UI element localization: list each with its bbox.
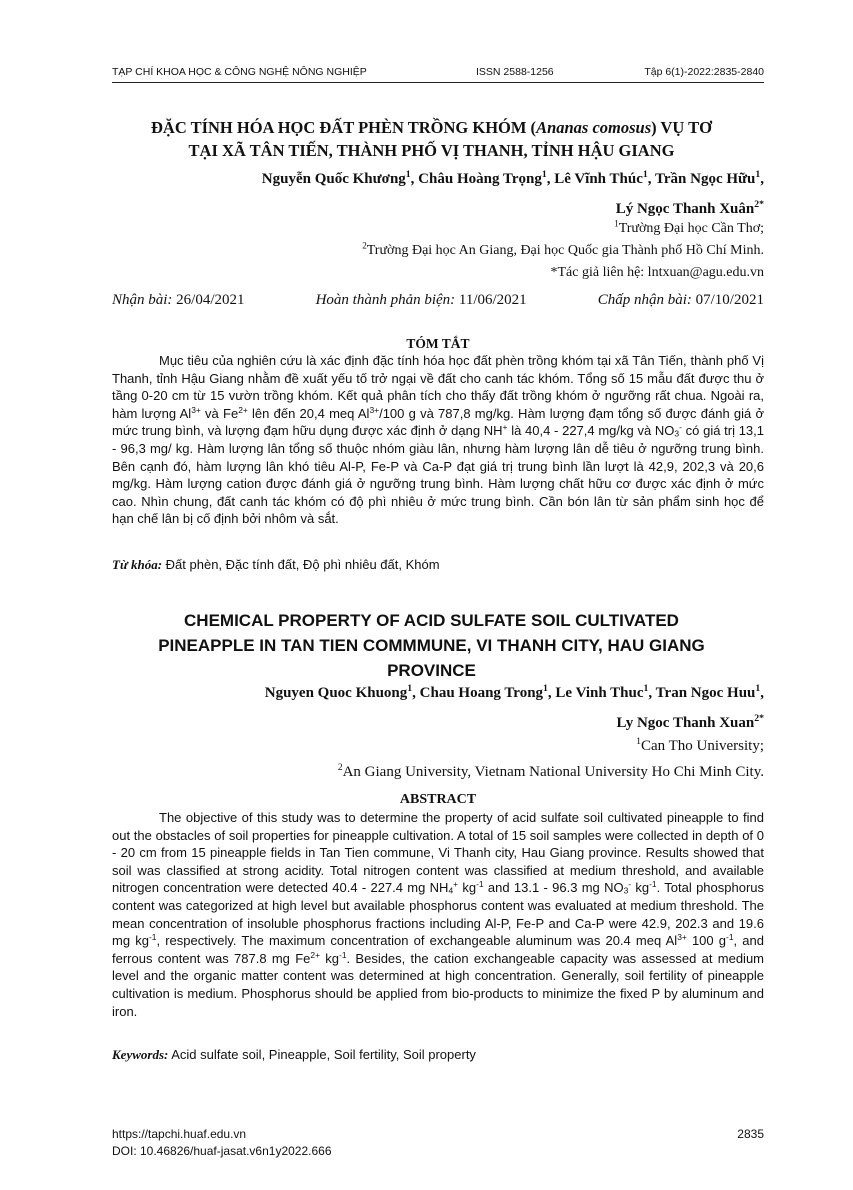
species-name: Ananas comosus (536, 118, 652, 137)
affiliation-1-en: $^1$Can Tho University; (636, 736, 764, 754)
author: Tran Ngoc Huu (655, 685, 756, 701)
affiliation-2: $^2$Trường Đại học An Giang, Đại học Quốc gia Thành phố Hồ Chí Minh. (362, 240, 764, 258)
journal-name: TẠP CHÍ KHOA HỌC & CÔNG NGHỆ NÔNG NGHIỆP (112, 66, 367, 78)
author: Lê Vĩnh Thúc (554, 171, 643, 187)
corresponding-author: *Tác giả liên hệ: lntxuan@agu.edu.vn (550, 265, 764, 280)
title-english: CHEMICAL PROPERTY OF ACID SULFATE SOIL CULTIVATED PINEAPPLE IN TAN TIEN COMMMUNE, VI THANH CITY, HAU GIANG PROVINCE (158, 611, 705, 680)
author: Nguyễn Quốc Khương (261, 171, 406, 187)
keywords-vi: Từ khóa: Đất phèn, Đặc tính đất, Độ phì nhiêu đất, Khóm (112, 557, 440, 572)
abstract-heading-vi: TÓM TẮT (406, 336, 470, 351)
page-number: 2835 (737, 1127, 764, 1141)
running-header (112, 66, 764, 83)
journal-url[interactable]: https://tapchi.huaf.edu.vn (112, 1127, 247, 1141)
author: Nguyen Quoc Khuong (264, 685, 408, 701)
article-dates (112, 292, 764, 309)
abstract-heading-en: ABSTRACT (399, 792, 477, 807)
author: Chau Hoang Trong (419, 685, 544, 701)
authors-english: Nguyen Quoc Khuong$^1$, Chau Hoang Trong$^1$, Le Vinh Thuc$^1$, Tran Ngoc Huu$^1$, Ly Ngoc Thanh Xuan$^{2*}$ (264, 683, 764, 731)
author: Le Vinh Thuc (555, 685, 644, 701)
volume-pages: Tập 6(1)-2022:2835-2840 (644, 66, 764, 78)
author: Trần Ngọc Hữu (654, 171, 756, 187)
affiliation-2-en: $^2$An Giang University, Vietnam National University Ho Chi Minh City. (337, 762, 764, 780)
received-date: Nhận bài: 26/04/2021 (112, 292, 245, 308)
doi[interactable]: DOI: 10.46826/huaf-jasat.v6n1y2022.666 (112, 1144, 332, 1158)
authors-vietnamese: Nguyễn Quốc Khương$^1$, Châu Hoàng Trọng$^1$, Lê Vĩnh Thúc$^1$, Trần Ngọc Hữu$^1$, Lý Ngọc Thanh Xuân$^{2*}$ (261, 169, 764, 217)
author: Ly Ngoc Thanh Xuan (616, 715, 755, 731)
page-footer (112, 1126, 764, 1160)
author: Lý Ngọc Thanh Xuân (615, 201, 755, 217)
keywords-en: Keywords: Acid sulfate soil, Pineapple, Soil fertility, Soil property (112, 1047, 476, 1062)
accepted-date: Chấp nhận bài: 07/10/2021 (597, 292, 764, 308)
title-vietnamese: ĐẶC TÍNH HÓA HỌC ĐẤT PHÈN TRỒNG KHÓM (Ananas comosus) VỤ TƠ TẠI XÃ TÂN TIẾN, THÀNH PHỐ VỊ THANH, TỈNH HẬU GIANG (151, 118, 712, 160)
issn: ISSN 2588-1256 (476, 66, 554, 78)
abstract-vietnamese: Mục tiêu của nghiên cứu là xác định đặc tính hóa học đất phèn trồng khóm tại xã Tân Tiến, thành phố Vị Thanh, tỉnh Hậu Giang nhằm đề xuất yếu tố trở ngại về đất cho canh tác khóm. Tổng số 15 mẫu đất được thu ở tầng 0-20 cm từ 15 vườn trồng khóm. Kết quả phân tích cho thấy đất trồng khóm ở ngưỡng rất chua. Ngoài ra, hàm lượng $Al^{3+}$ và $Fe^{2+}$ lên đến 20,4 meq $Al^{3+}/100$ g và 787,8 mg/kg. Hàm lượng đạm tổng số được đánh giá ở mức trung bình, và lượng đạm hữu dụng được xác định ở dạng NH+ là 40,4 - 227,4 mg/kg và $NO_3^-$ có giá trị 13,1 - 96,3 mg/ kg. Hàm lượng lân tổng số thuộc nhóm giàu lân, nhưng hàm lượng lân dễ tiêu ở ngưỡng trung bình. Bên cạnh đó, hàm lượng lân khó tiêu Al-P, Fe-P và Ca-P đạt giá trị trung bình lần lượt là 42,9, 202,3 và 20,6 mg/kg. Hàm lượng cation được đánh giá ở ngưỡng trung bình. Hàm lượng chất hữu cơ được xác định ở mức cao. Nhìn chung, đất canh tác khóm có độ phì nhiêu ở mức trung bình. Cần bón lân từ sản phẩm sinh học để hạn chế lân bị cố định bởi nhôm và sắt. (112, 353, 765, 527)
abstract-english: The objective of this study was to determine the property of acid sulfate soil cultivated pineapple to find out the obstacles of soil properties for pineapple cultivation. A total of 15 soil samples were collected in depth of 0 - 20 cm from 15 pineapple fields in Tan Tien commune, Vi Thanh city, Hau Giang province. Results showed that soil was classified at strong acidity. Total nitrogen content was classified at medium threshold, and available nitrogen concentration were detected 40.4 - 227.4 mg $NH_4^+$ $kg^{-1}$ and 13.1 - 96.3 mg $NO_3^-$ $kg^{-1}$. Total phosphorus content was categorized at high level but available phosphorus content was evaluated at medium threshold. The mean concentration of insoluble phosphorus fractions including Al-P, Fe-P and Ca-P were 42.9, 202.3 and 19.6 mg $kg^{-1}$, respectively. The maximum concentration of exchangeable aluminum was 20.4 meq $Al^{3+}$ 100 $g^{-1}$, and ferrous content was 787.8 mg $Fe^{2+}$ $kg^{-1}$. Besides, the cation exchangeable capacity was assessed at medium level and the organic matter content was determined at high concentration. Generally, soil fertility of pineapple cultivation is medium. Phosphorus should be applied from bio-products to minimize the fixed P by aluminum and iron. (112, 810, 765, 1019)
review-date: Hoàn thành phản biện: 11/06/2021 (315, 292, 527, 308)
affiliation-1: $^1$Trường Đại học Cần Thơ; (614, 218, 764, 236)
author: Châu Hoàng Trọng (418, 171, 542, 187)
